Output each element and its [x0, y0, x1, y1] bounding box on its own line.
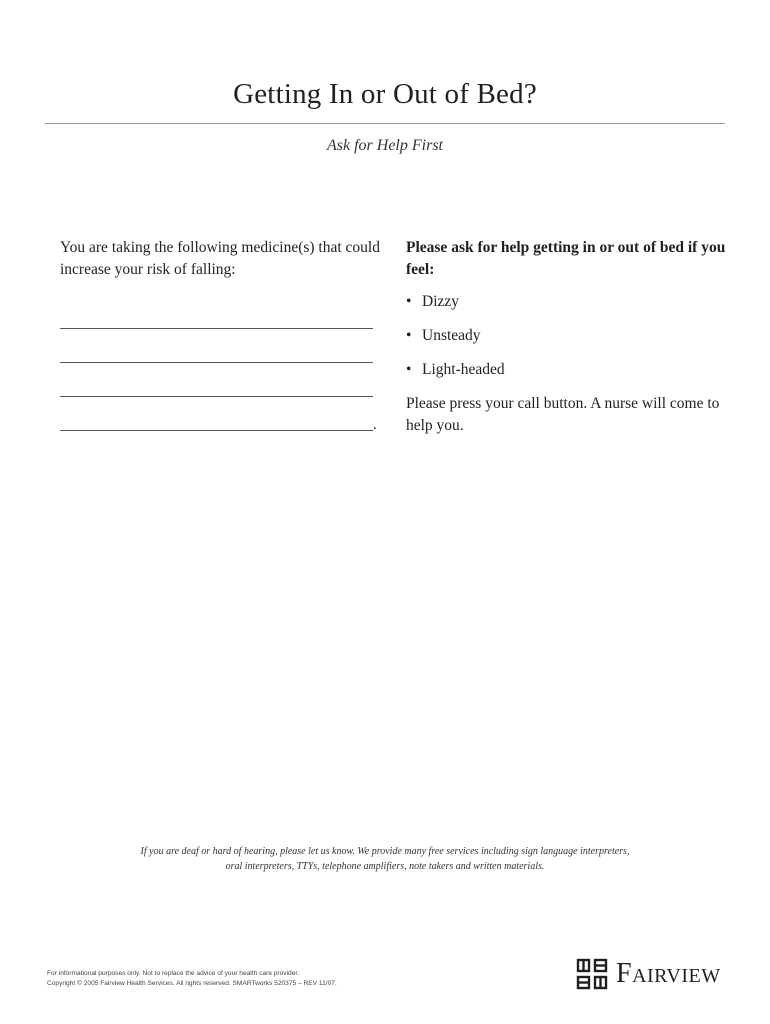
footer-disclaimer	[47, 969, 407, 989]
fairview-logo-text: Fairview	[616, 958, 721, 989]
bullet-icon: •	[406, 327, 412, 344]
symptom-item-dizzy	[406, 292, 459, 312]
medicine-final-period: .	[373, 417, 377, 433]
accessibility-notice-line-1: If you are deaf or hard of hearing, please let us know. We provide many free services including sign language interpreters,	[140, 846, 630, 857]
medicine-blank-line-3[interactable]	[60, 396, 373, 397]
footer-disclaimer-line-1: For informational purposes only. Not to replace the advice of your health care provider.	[47, 970, 300, 977]
call-button-instructions: Please press your call button. A nurse will come to help you.	[406, 395, 720, 434]
medicine-blank-line-4[interactable]	[60, 430, 373, 431]
symptom-label: Dizzy	[422, 293, 460, 310]
medicine-blank-line-1[interactable]	[60, 328, 373, 329]
accessibility-notice	[0, 844, 770, 874]
symptom-label: Light-headed	[422, 361, 505, 378]
bullet-icon: •	[406, 293, 412, 310]
accessibility-notice-line-2: oral interpreters, TTYs, telephone amplifiers, note takers and written materials.	[225, 861, 545, 872]
page-subtitle: Ask for Help First	[327, 137, 443, 154]
fairview-logo-icon	[576, 958, 608, 990]
medicine-blank-line-2[interactable]	[60, 362, 373, 363]
bullet-icon: •	[406, 361, 412, 378]
footer-copyright-line: Copyright © 2005 Fairview Health Services. All rights reserved. SMARTworks 520375 – REV 11/07.	[47, 980, 337, 987]
symptom-item-light-headed	[406, 360, 505, 380]
symptom-item-unsteady	[406, 326, 481, 346]
fairview-logo	[576, 956, 756, 992]
title-divider	[45, 123, 725, 124]
symptom-label: Unsteady	[422, 327, 481, 344]
page-title: Getting In or Out of Bed?	[233, 78, 537, 110]
help-section	[406, 237, 736, 434]
help-heading: Please ask for help getting in or out of bed if you feel:	[406, 239, 726, 278]
medicine-intro-text: You are taking the following medicine(s) that could increase your risk of falling:	[60, 239, 380, 278]
medicine-section	[60, 237, 380, 433]
